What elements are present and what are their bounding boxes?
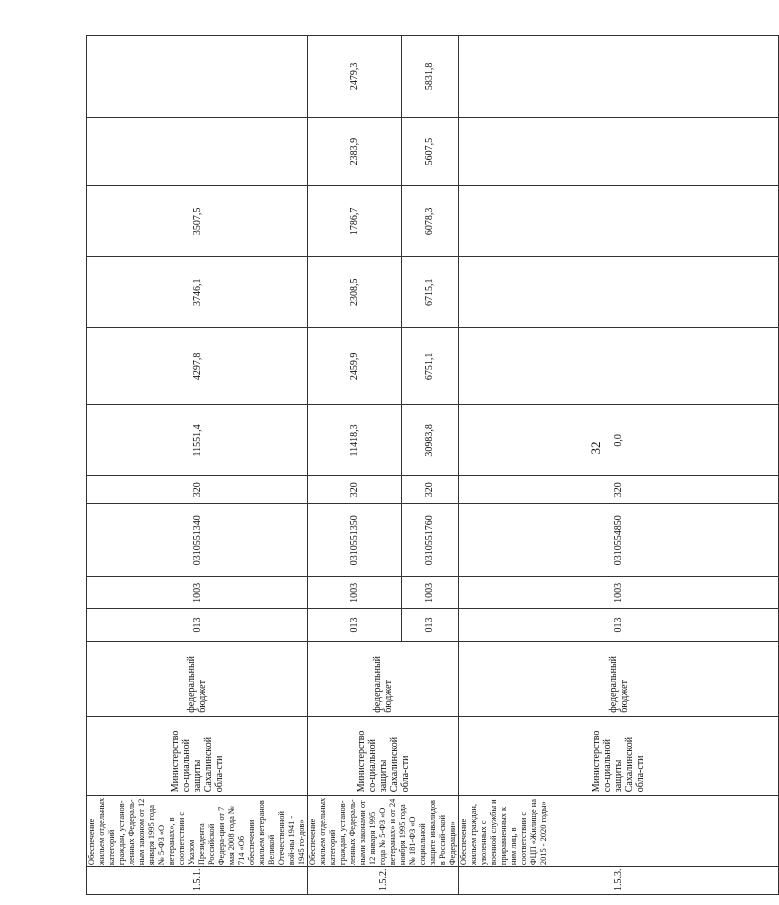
row-y5: 5831,8 (401, 36, 458, 118)
row-y1: 6751,1 (401, 328, 458, 405)
row-y4: 5607,5 (401, 117, 458, 186)
row-rz: 1003 (459, 577, 779, 609)
row-y3: 6078,3 (401, 186, 458, 257)
row-csr: 0310551340 (87, 504, 308, 577)
row-executor: Министерство со-циальной защиты Сахалинской обла-сти (308, 716, 459, 795)
row-y5: 2479,3 (308, 36, 402, 118)
table-row (87, 36, 308, 895)
row-source: федеральный бюджет (308, 641, 459, 716)
row-grbs: 013 (308, 609, 402, 641)
table-row (459, 36, 779, 895)
budget-table-sheet (86, 35, 646, 895)
row-y1: 2459,9 (308, 328, 402, 405)
row-y3: 3507,5 (87, 186, 308, 257)
row-total: 11551,4 (87, 405, 308, 476)
budget-table (86, 35, 779, 895)
row-y5 (87, 36, 308, 118)
row-y2: 3746,1 (87, 257, 308, 328)
row-csr: 0310551350 (308, 504, 402, 577)
row-rz: 1003 (87, 577, 308, 609)
row-total: 0,0 (459, 405, 779, 476)
row-total: 11418,3 (308, 405, 402, 476)
row-csr: 0310554850 (459, 504, 779, 577)
row-name: Обеспечение жильем граждан, уволенных с военной службы и приравненных к ним лиц, в соответствии с ФЦП «Жилище на 2015 - 2020 годы» (459, 796, 779, 867)
row-grbs: 013 (459, 609, 779, 641)
row-grbs: 013 (87, 609, 308, 641)
row-y1: 4297,8 (87, 328, 308, 405)
row-vr: 320 (401, 476, 458, 504)
row-vr: 320 (87, 476, 308, 504)
row-y4: 2383,9 (308, 117, 402, 186)
row-executor: Министерство со-циальной защиты Сахалинской обла-сти (459, 716, 779, 795)
table-row (308, 36, 402, 895)
row-rz: 1003 (308, 577, 402, 609)
row-y5 (459, 36, 779, 118)
row-vr: 320 (459, 476, 779, 504)
row-rz: 1003 (401, 577, 458, 609)
row-grbs: 013 (401, 609, 458, 641)
row-y4 (87, 117, 308, 186)
row-csr: 0310551760 (401, 504, 458, 577)
row-executor: Министерство со-циальной защиты Сахалинской обла-сти (87, 716, 308, 795)
row-name: Обеспечение жильем отдельных категорий граждан, установ-ленных Федераль-ными законами от 12 января 1995 года № 5-ФЗ «О ветеранах» и от 24 ноября 1995 года № 181-ФЗ «О социальной защите инвалидов в Россий-ской Федерации» (308, 796, 459, 867)
row-y2: 2308,5 (308, 257, 402, 328)
row-y1 (459, 328, 779, 405)
page-number: 32 (588, 441, 603, 455)
row-y2 (459, 257, 779, 328)
row-index: 1.5.2. (308, 867, 459, 895)
row-y4 (459, 117, 779, 186)
row-y3 (459, 186, 779, 257)
row-source: федеральный бюджет (87, 641, 308, 716)
row-total: 30983,8 (401, 405, 458, 476)
row-index: 1.5.3. (459, 867, 779, 895)
row-name: Обеспечение жильем отдельных категорий граждан, установ-ленных Федераль-ным законом от 12 января 1995 года № 5-ФЗ «О ветеранах», в соответствии с Указом Президента Российской Федера-ции от 7 мая 2008 года № 714 «Об обеспечении жильем ветеранов Великой Отечественной вой-ны 1941 - 1945 го-дов» (87, 796, 308, 867)
row-source: федеральный бюджет (459, 641, 779, 716)
row-vr: 320 (308, 476, 402, 504)
row-index: 1.5.1. (87, 867, 308, 895)
row-y2: 6715,1 (401, 257, 458, 328)
row-y3: 1786,7 (308, 186, 402, 257)
